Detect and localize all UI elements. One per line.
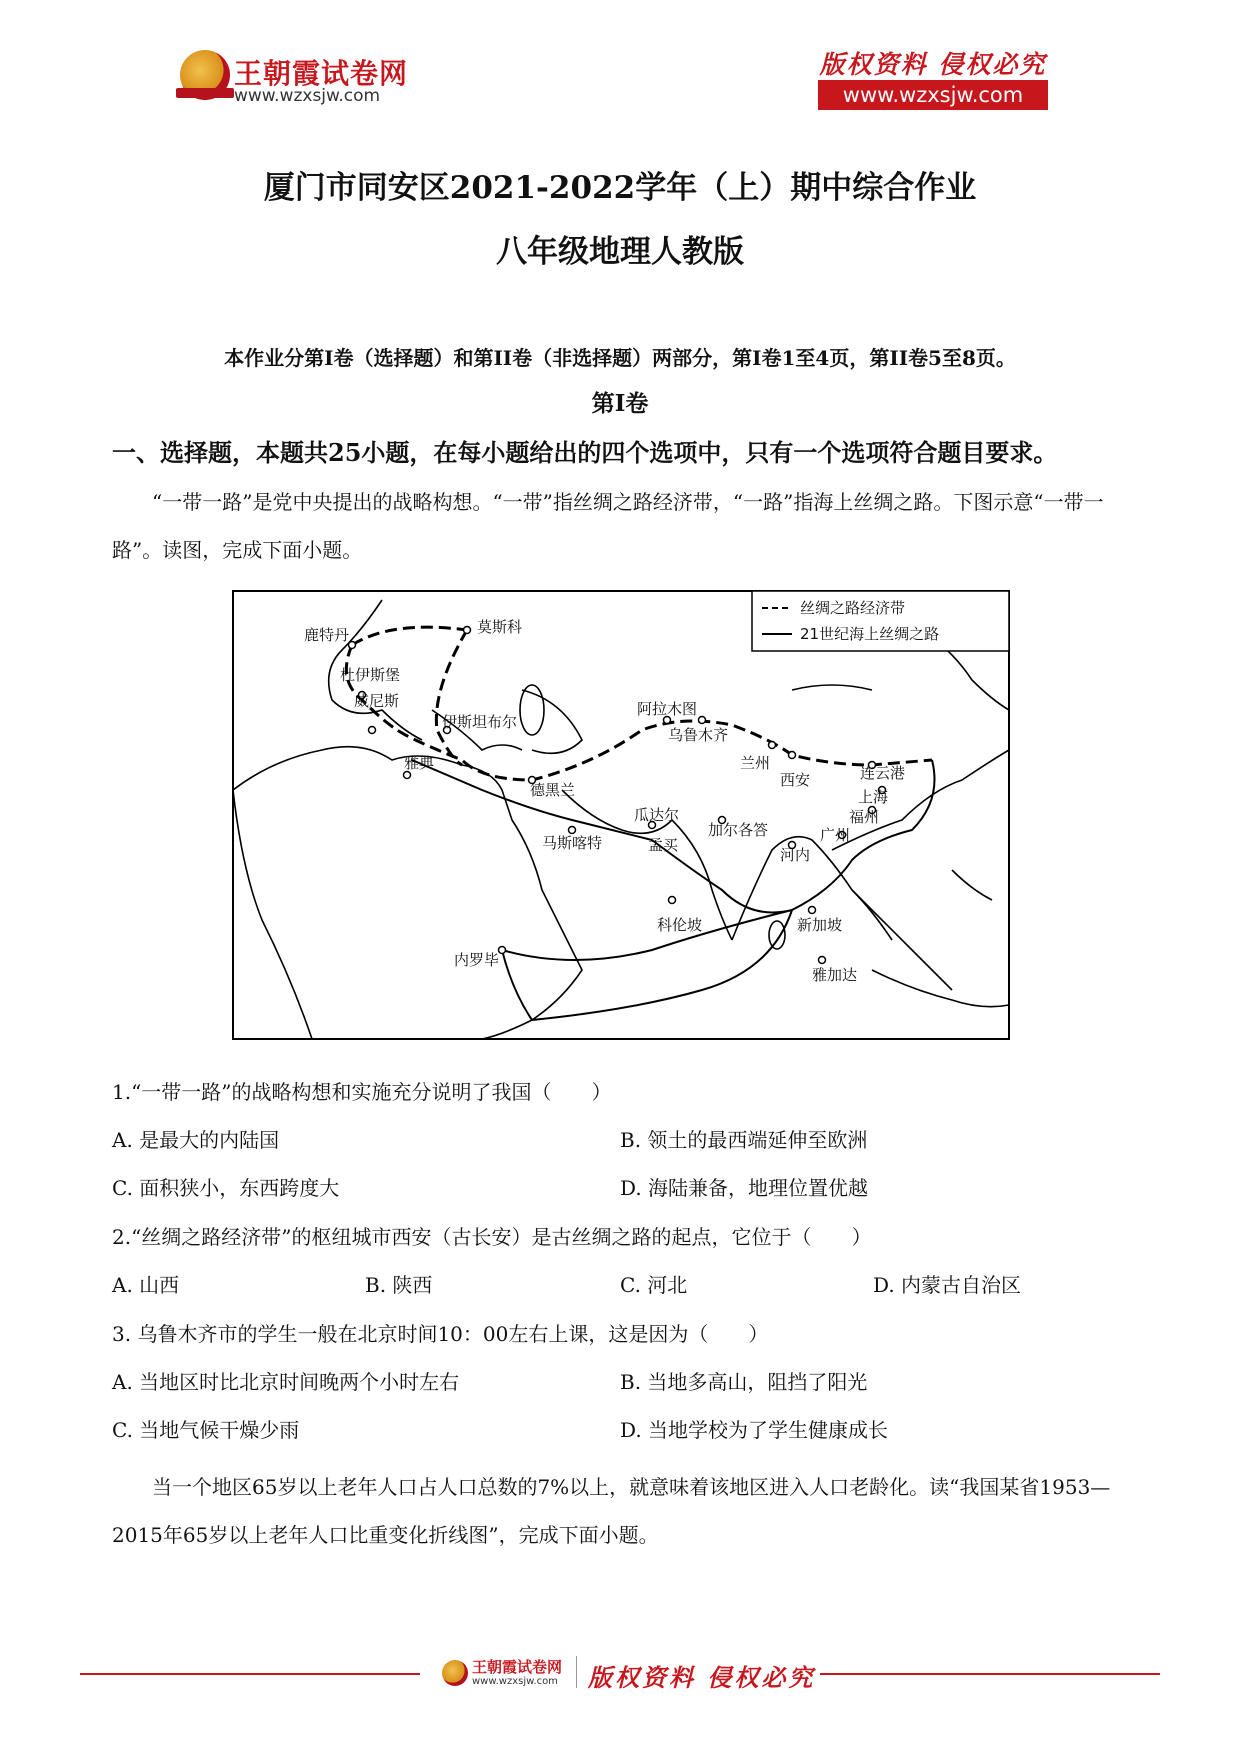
legend-land-route: 丝绸之路经济带 (800, 599, 906, 617)
city-jakarta: 雅加达 (812, 966, 858, 984)
question-2-stem: 2.“丝绸之路经济带”的枢纽城市西安（古长安）是古丝绸之路的起点，它位于（ ） (112, 1225, 872, 1249)
q3-option-c[interactable]: C. 当地气候干燥少雨 (112, 1418, 300, 1442)
volume-label: 第Ⅰ卷 (591, 390, 649, 417)
city-duisburg: 杜伊斯堡 (340, 666, 401, 684)
city-mumbai: 孟买 (648, 836, 679, 854)
q1-option-a[interactable]: A. 是最大的内陆国 (112, 1128, 280, 1152)
city-singapore: 新加坡 (797, 916, 843, 934)
city-xian: 西安 (780, 771, 811, 789)
footer-divider-right (820, 1673, 1160, 1675)
question-1-stem: 1.“一带一路”的战略构想和实施充分说明了我国（ ） (112, 1080, 612, 1104)
footer-url[interactable]: www.wzxsjw.com (472, 1676, 558, 1687)
logo-url[interactable]: www.wzxsjw.com (234, 86, 381, 106)
city-guangzhou: 广州 (820, 826, 851, 844)
footer-logo-icon (442, 1660, 468, 1686)
footer-copyright: 版权资料 侵权必究 (588, 1663, 816, 1692)
logo-title: 王朝霞试卷网 (234, 57, 409, 90)
city-venice: 威尼斯 (354, 692, 400, 710)
q2-option-a[interactable]: A. 山西 (112, 1273, 180, 1297)
legend-sea-route: 21世纪海上丝绸之路 (800, 625, 940, 643)
city-hanoi: 河内 (780, 846, 811, 864)
footer-divider-left (80, 1673, 420, 1675)
city-tehran: 德黑兰 (530, 781, 576, 799)
q2-option-d[interactable]: D. 内蒙古自治区 (873, 1273, 1022, 1297)
city-rotterdam: 鹿特丹 (304, 626, 350, 644)
q2-option-c[interactable]: C. 河北 (620, 1273, 688, 1297)
belt-road-map (232, 590, 1010, 1040)
city-istanbul: 伊斯坦布尔 (442, 713, 518, 731)
q1-option-b[interactable]: B. 领土的最西端延伸至欧洲 (620, 1128, 868, 1152)
intro-note: 本作业分第Ⅰ卷（选择题）和第II卷（非选择题）两部分，第Ⅰ卷1至4页，第II卷5至8页。 (224, 346, 1016, 370)
logo-seal-icon (180, 50, 230, 100)
city-lianyungang: 连云港 (860, 764, 906, 782)
passage-belt-road: “一带一路”是党中央提出的战略构想。“一带”指丝绸之路经济带，“一路”指海上丝绸之路。下图示意“一带一路”。读图，完成下面小题。 (112, 490, 1104, 562)
city-kolkata: 加尔各答 (708, 821, 769, 839)
footer-logo-title: 王朝霞试卷网 (472, 1658, 563, 1676)
city-moscow: 莫斯科 (477, 618, 523, 636)
question-3-stem: 3. 乌鲁木齐市的学生一般在北京时间10：00左右上课，这是因为（ ） (112, 1322, 769, 1346)
footer-separator (576, 1656, 577, 1688)
city-gwadar: 瓜达尔 (634, 806, 680, 824)
page-title: 厦门市同安区2021-2022学年（上）期中综合作业 (263, 170, 977, 206)
copyright-notice: 版权资料 侵权必究 (819, 50, 1047, 79)
q3-option-b[interactable]: B. 当地多高山，阻挡了阳光 (620, 1370, 868, 1394)
section-heading: 一、选择题，本题共25小题，在每小题给出的四个选项中，只有一个选项符合题目要求。 (112, 438, 1058, 467)
city-almaty: 阿拉木图 (637, 700, 698, 718)
city-colombo: 科伦坡 (657, 916, 703, 934)
city-fuzhou: 福州 (849, 808, 880, 826)
page-subtitle: 八年级地理人教版 (496, 234, 744, 270)
city-muscat: 马斯喀特 (542, 834, 603, 852)
passage-aging: 当一个地区65岁以上老年人口占人口总数的7%以上，就意味着该地区进入人口老龄化。读“我国某省1953—2015年65岁以上老年人口比重变化折线图”，完成下面小题。 (112, 1475, 1111, 1547)
city-shanghai: 上海 (858, 788, 889, 806)
city-nairobi: 内罗毕 (454, 951, 500, 969)
city-athens: 雅典 (404, 754, 435, 772)
city-urumqi: 乌鲁木齐 (668, 726, 729, 744)
site-url-banner[interactable]: www.wzxsjw.com (818, 80, 1048, 110)
q3-option-a[interactable]: A. 当地区时比北京时间晚两个小时左右 (112, 1370, 460, 1394)
q3-option-d[interactable]: D. 当地学校为了学生健康成长 (620, 1418, 889, 1442)
city-lanzhou: 兰州 (740, 754, 771, 772)
q1-option-c[interactable]: C. 面积狭小，东西跨度大 (112, 1176, 340, 1200)
q1-option-d[interactable]: D. 海陆兼备，地理位置优越 (620, 1176, 869, 1200)
q2-option-b[interactable]: B. 陕西 (365, 1273, 433, 1297)
